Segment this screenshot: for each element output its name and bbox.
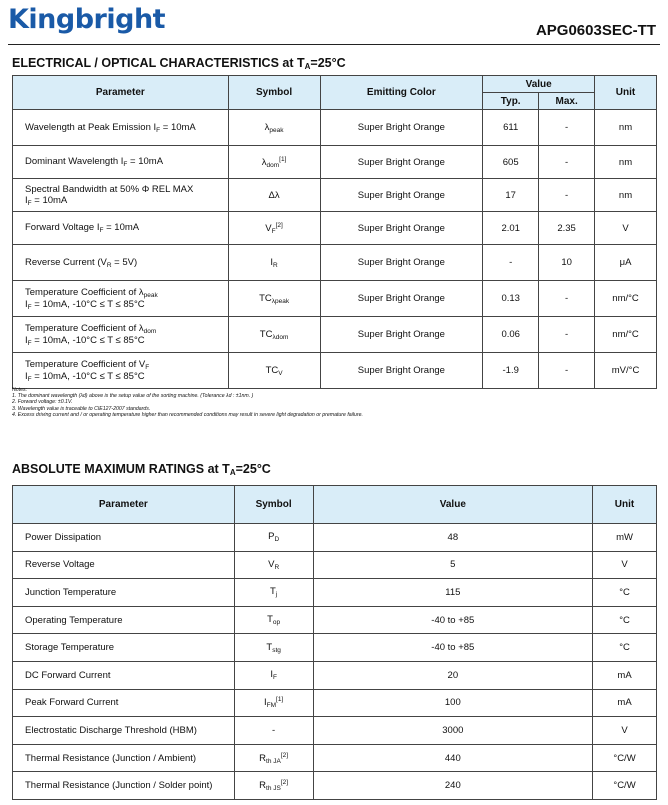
parameter-subscript: F <box>27 339 32 347</box>
parameter-line <box>25 359 228 371</box>
header-unit: Unit <box>593 486 657 524</box>
absolute-ratings-table <box>12 485 657 800</box>
table-row <box>13 281 657 317</box>
symbol-subscript: F <box>272 674 277 682</box>
electrical-section-title: ELECTRICAL / OPTICAL CHARACTERISTICS at $T_A=25^\circ C$ <box>12 56 346 71</box>
symbol-subscript: λpeak <box>271 297 290 305</box>
parameter-cell: Reverse Voltage <box>13 551 235 579</box>
parameter-line <box>25 287 228 299</box>
unit-cell: nm <box>595 146 657 179</box>
note-item: 2. Forward voltage: ±0.1V. <box>12 399 73 406</box>
value-cell: 5 <box>313 551 592 579</box>
symbol-cell <box>228 179 320 212</box>
symbol-subscript: λdom <box>272 333 289 341</box>
parameter-cell <box>13 146 229 179</box>
parameter-text: = 10mA, -10°C ≤ T ≤ 85°C <box>31 334 145 346</box>
parameter-text: Spectral Bandwidth at 50% Φ REL MAX <box>25 183 194 195</box>
parameter-text: = 10mA <box>31 194 68 206</box>
parameter-cell <box>13 212 229 245</box>
unit-cell: nm/°C <box>595 317 657 353</box>
parameter-cell: Electrostatic Discharge Threshold (HBM) <box>13 717 235 745</box>
unit-cell: V <box>595 212 657 245</box>
parameter-text: Temperature Coefficient of V <box>25 358 146 370</box>
table-row <box>13 179 657 212</box>
symbol-subscript: th JA <box>266 757 281 765</box>
parameter-line <box>25 257 228 269</box>
unit-cell: nm <box>595 179 657 212</box>
emitting-color-cell: Super Bright Orange <box>320 317 483 353</box>
symbol-text: I <box>263 697 267 709</box>
parameter-text: = 10mA, -10°C ≤ T ≤ 85°C <box>31 298 145 310</box>
symbol-text: TC <box>259 292 272 304</box>
symbol-text: P <box>268 531 275 543</box>
note-item: 4. Excess driving current and / or operating temperature higher than recommended conditions may result in severe light degradation or premature failure. <box>12 411 363 418</box>
notes <box>12 387 363 418</box>
parameter-line <box>25 335 228 347</box>
parameter-subscript: F <box>156 126 161 134</box>
symbol-cell <box>234 634 313 662</box>
unit-cell: mA <box>593 661 657 689</box>
parameter-subscript: peak <box>143 291 158 299</box>
table-row <box>13 744 657 772</box>
max-value-cell: - <box>539 317 595 353</box>
parameter-line <box>25 222 228 234</box>
header-typ: Typ. <box>483 93 539 110</box>
symbol-text: I <box>270 256 274 268</box>
symbol-text: V <box>268 558 275 570</box>
symbol-subscript: R <box>273 261 278 269</box>
parameter-cell <box>13 245 229 281</box>
typ-value-cell: 17 <box>483 179 539 212</box>
table-row <box>13 551 657 579</box>
symbol-cell <box>228 212 320 245</box>
parameter-cell: Thermal Resistance (Junction / Solder point) <box>13 772 235 800</box>
symbol-note-ref: [2] <box>280 779 289 787</box>
header-divider <box>8 44 660 45</box>
symbol-cell <box>228 245 320 281</box>
symbol-cell <box>234 524 313 552</box>
parameter-cell <box>13 317 229 353</box>
symbol-cell <box>234 772 313 800</box>
symbol-text: λ <box>261 156 267 168</box>
table-row <box>13 110 657 146</box>
unit-cell: °C/W <box>593 772 657 800</box>
parameter-line <box>25 323 228 335</box>
typ-value-cell: 0.06 <box>483 317 539 353</box>
max-value-cell: - <box>539 353 595 389</box>
parameter-subscript: F <box>27 303 32 311</box>
parameter-cell: Thermal Resistance (Junction / Ambient) <box>13 744 235 772</box>
emitting-color-cell: Super Bright Orange <box>320 146 483 179</box>
note-item: 1. The dominant wavelength (λd) above is the setup value of the sorting machine. (Tolerance λd : ±1nm. ) <box>12 393 254 400</box>
symbol-subscript: j <box>275 591 278 599</box>
max-value-cell: 10 <box>539 245 595 281</box>
parameter-line <box>25 299 228 311</box>
table-row <box>13 717 657 745</box>
parameter-text: I <box>25 194 28 206</box>
typ-value-cell: 0.13 <box>483 281 539 317</box>
header-parameter: Parameter <box>13 76 229 110</box>
value-cell: 3000 <box>313 717 592 745</box>
symbol-cell <box>228 353 320 389</box>
unit-cell: mV/°C <box>595 353 657 389</box>
parameter-text: I <box>25 298 28 310</box>
typ-value-cell: -1.9 <box>483 353 539 389</box>
table-row <box>13 317 657 353</box>
symbol-note-ref: [2] <box>275 221 283 229</box>
parameter-text: = 10mA, -10°C ≤ T ≤ 85°C <box>31 370 145 382</box>
symbol-cell <box>234 579 313 607</box>
table-row <box>13 772 657 800</box>
unit-cell: °C <box>593 606 657 634</box>
max-value-cell: - <box>539 110 595 146</box>
max-value-cell: - <box>539 281 595 317</box>
unit-cell: °C/W <box>593 744 657 772</box>
symbol-cell <box>234 689 313 717</box>
value-cell: -40 to +85 <box>313 634 592 662</box>
unit-cell: V <box>593 717 657 745</box>
table-row <box>13 579 657 607</box>
emitting-color-cell: Super Bright Orange <box>320 110 483 146</box>
electrical-characteristics-table <box>12 75 657 389</box>
typ-value-cell: 605 <box>483 146 539 179</box>
parameter-text: Wavelength at Peak Emission I <box>25 121 157 133</box>
symbol-text: V <box>265 222 272 234</box>
value-cell: 20 <box>313 661 592 689</box>
parameter-text: = 10mA <box>127 156 164 167</box>
header-value: Value <box>313 486 592 524</box>
unit-cell: °C <box>593 579 657 607</box>
symbol-subscript: op <box>272 619 281 627</box>
parameter-text: Temperature Coefficient of λ <box>25 322 144 334</box>
unit-cell: nm <box>595 110 657 146</box>
symbol-text: λ <box>264 121 270 133</box>
emitting-color-cell: Super Bright Orange <box>320 353 483 389</box>
parameter-subscript: F <box>27 199 32 207</box>
emitting-color-cell: Super Bright Orange <box>320 281 483 317</box>
symbol-text: T <box>266 641 273 653</box>
symbol-note-ref: [1] <box>279 155 287 163</box>
value-cell: 115 <box>313 579 592 607</box>
symbol-text: R <box>259 780 267 792</box>
parameter-cell <box>13 353 229 389</box>
parameter-line <box>25 122 228 134</box>
parameter-cell <box>13 281 229 317</box>
symbol-note-ref: [2] <box>280 751 289 759</box>
emitting-color-cell: Super Bright Orange <box>320 245 483 281</box>
symbol-text: T <box>267 614 273 626</box>
value-cell: 100 <box>313 689 592 717</box>
symbol-cell <box>234 606 313 634</box>
unit-cell: nm/°C <box>595 281 657 317</box>
table-row <box>13 212 657 245</box>
parameter-subscript: dom <box>143 327 157 335</box>
table-row <box>13 606 657 634</box>
symbol-cell <box>234 744 313 772</box>
symbol-text: R <box>259 752 267 764</box>
parameter-text: = 5V) <box>111 256 138 268</box>
parameter-line <box>25 156 228 168</box>
unit-cell: V <box>593 551 657 579</box>
symbol-text: TC <box>265 364 279 376</box>
parameter-text: I <box>25 334 28 346</box>
parameter-cell: Peak Forward Current <box>13 689 235 717</box>
symbol-subscript: th JS <box>266 785 281 793</box>
symbol-cell <box>234 551 313 579</box>
table-row <box>13 245 657 281</box>
parameter-cell: Storage Temperature <box>13 634 235 662</box>
symbol-text: TC <box>259 328 273 340</box>
parameter-text: Forward Voltage I <box>25 222 100 233</box>
max-value-cell: 2.35 <box>539 212 595 245</box>
value-cell: 440 <box>313 744 592 772</box>
emitting-color-cell: Super Bright Orange <box>320 179 483 212</box>
max-value-cell: - <box>539 179 595 212</box>
header-unit: Unit <box>595 76 657 110</box>
unit-cell: μA <box>595 245 657 281</box>
parameter-cell: Operating Temperature <box>13 606 235 634</box>
parameter-subscript: R <box>106 261 112 269</box>
parameter-line <box>25 195 228 207</box>
parameter-cell: DC Forward Current <box>13 661 235 689</box>
header-max: Max. <box>539 93 595 110</box>
absolute-ratings-section-title: ABSOLUTE MAXIMUM RATINGS at $T_A=25^\circ C$ <box>12 462 271 477</box>
unit-cell: mA <box>593 689 657 717</box>
header-parameter: Parameter <box>13 486 235 524</box>
header-value: Value <box>483 76 595 93</box>
value-cell: 240 <box>313 772 592 800</box>
parameter-cell: Junction Temperature <box>13 579 235 607</box>
value-cell: -40 to +85 <box>313 606 592 634</box>
table-row <box>13 634 657 662</box>
parameter-text: Temperature Coefficient of λ <box>25 286 144 298</box>
table-row <box>13 689 657 717</box>
kingbright-logo: Kingbright <box>8 4 166 35</box>
parameter-line <box>25 184 228 195</box>
symbol-subscript: D <box>274 536 280 544</box>
symbol-subscript: FM <box>266 702 277 710</box>
symbol-cell <box>228 317 320 353</box>
symbol-cell <box>234 717 313 745</box>
table-row <box>13 661 657 689</box>
unit-cell: °C <box>593 634 657 662</box>
parameter-cell <box>13 179 229 212</box>
parameter-cell: Power Dissipation <box>13 524 235 552</box>
parameter-cell <box>13 110 229 146</box>
value-cell: 48 <box>313 524 592 552</box>
parameter-text: Reverse Current (V <box>25 256 107 268</box>
notes-heading: Notes: <box>12 387 27 393</box>
parameter-text: = 10mA <box>160 121 196 133</box>
table-row <box>13 353 657 389</box>
symbol-cell <box>228 146 320 179</box>
parameter-line <box>25 371 228 383</box>
symbol-cell <box>228 281 320 317</box>
note-item: 3. Wavelength value is traceable to CIE127-2007 standards. <box>12 405 151 412</box>
parameter-subscript: F <box>145 363 150 371</box>
symbol-text: I <box>270 669 273 681</box>
parameter-subscript: F <box>99 227 104 234</box>
symbol-subscript: R <box>274 563 280 571</box>
header-symbol: Symbol <box>234 486 313 524</box>
parameter-text: I <box>25 370 28 382</box>
typ-value-cell: 2.01 <box>483 212 539 245</box>
table-row <box>13 524 657 552</box>
symbol-subscript: V <box>278 369 283 377</box>
parameter-subscript: F <box>27 375 32 383</box>
symbol-subscript: dom <box>266 161 280 169</box>
parameter-subscript: F <box>123 161 128 168</box>
parameter-text: Dominant Wavelength I <box>25 156 124 167</box>
unit-cell: mW <box>593 524 657 552</box>
symbol-subscript: peak <box>269 126 284 134</box>
header-symbol: Symbol <box>228 76 320 110</box>
symbol-cell <box>234 661 313 689</box>
header-emitting-color: Emitting Color <box>320 76 483 110</box>
part-number: APG0603SEC-TT <box>535 22 656 39</box>
symbol-subscript: F <box>271 227 276 235</box>
symbol-text: - <box>272 724 276 736</box>
symbol-note-ref: [1] <box>276 696 284 704</box>
parameter-text: = 10mA <box>103 222 140 233</box>
symbol-text: T <box>269 586 276 598</box>
typ-value-cell: - <box>483 245 539 281</box>
symbol-subscript: stg <box>272 646 281 654</box>
typ-value-cell: 611 <box>483 110 539 146</box>
max-value-cell: - <box>539 146 595 179</box>
emitting-color-cell: Super Bright Orange <box>320 212 483 245</box>
symbol-text: Δλ <box>268 189 280 201</box>
table-row <box>13 146 657 179</box>
symbol-cell <box>228 110 320 146</box>
